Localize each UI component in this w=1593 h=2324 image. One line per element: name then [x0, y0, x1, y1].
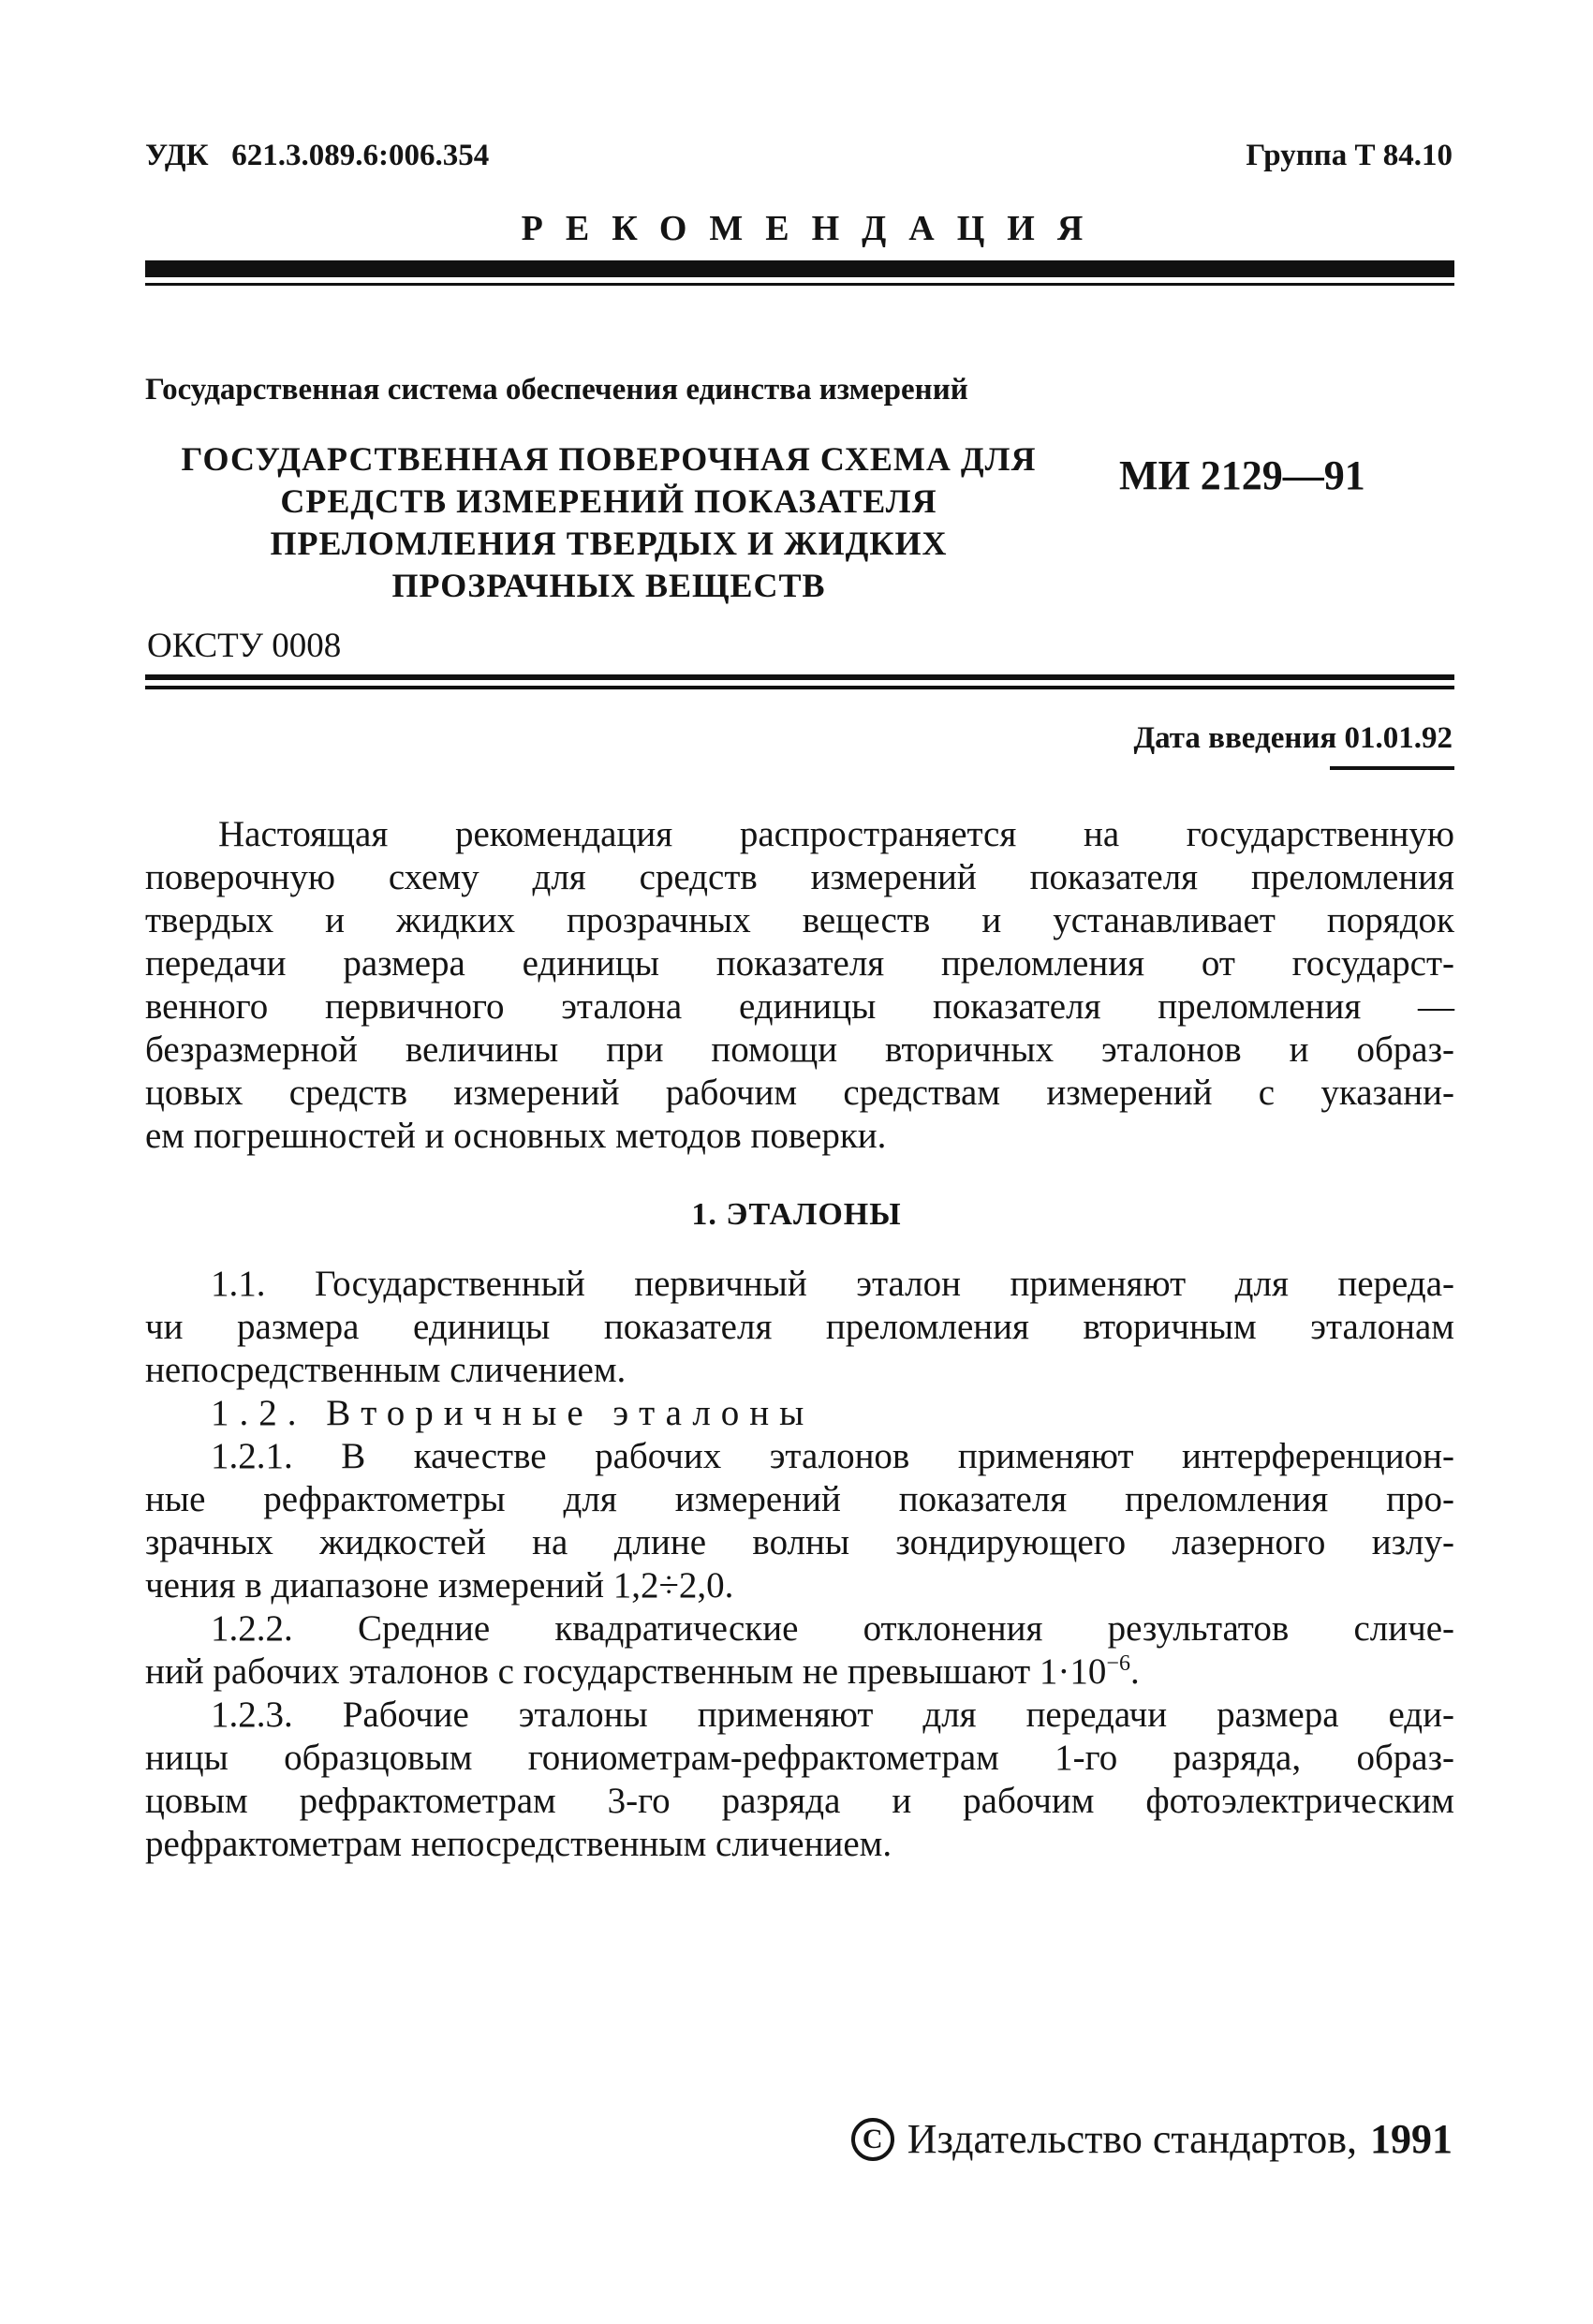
text-line: 1.1. Государственный первичный эталон применяют для переда-: [211, 1264, 1454, 1304]
header-rule-thick: [145, 260, 1454, 277]
text-line: зрачных жидкостей на длине волны зондирующего лазерного излу-: [145, 1522, 1454, 1562]
document-type-title: РЕКОМЕНДАЦИЯ: [521, 209, 1106, 248]
text-line: 1.2.1. В качестве рабочих эталонов применяют интерференцион-: [211, 1436, 1454, 1476]
document-code: МИ 2129—91: [1119, 452, 1365, 498]
text-line: цовых средств измерений рабочим средствам измерений с указани-: [145, 1073, 1454, 1113]
text-line: твердых и жидких прозрачных веществ и устанавливает порядок: [145, 900, 1454, 940]
text-line: Настоящая рекомендация распространяется на государственную: [218, 814, 1454, 854]
introduction-date: Дата введения 01.01.92: [1133, 721, 1453, 755]
heading-line: ПРЕЛОМЛЕНИЯ ТВЕРДЫХ И ЖИДКИХ: [270, 525, 948, 562]
system-title: Государственная система обеспечения единства измерений: [145, 373, 968, 407]
text-line: ные рефрактометры для измерений показателя преломления про-: [145, 1479, 1454, 1519]
text-line: поверочную схему для средств измерений показателя преломления: [145, 857, 1454, 897]
heading-line: СРЕДСТВ ИЗМЕРЕНИЙ ПОКАЗАТЕЛЯ: [280, 482, 937, 520]
heading-rule-thin: [145, 686, 1454, 689]
text-line: чи размера единицы показателя преломления вторичным эталонам: [145, 1307, 1454, 1347]
heading-line: ПРОЗРАЧНЫХ ВЕЩЕСТВ: [391, 567, 826, 604]
group-code: Группа Т 84.10: [1246, 139, 1453, 172]
text-line: ницы образцовым гониометрам-рефрактометрам 1-го разряда, образ-: [145, 1738, 1454, 1778]
text-line: рефрактометрам непосредственным сличением.: [145, 1824, 892, 1864]
text-line: непосредственным сличением.: [145, 1350, 627, 1390]
subsection-heading: 1.2. Вторичные эталоны: [211, 1393, 815, 1433]
text-line: передачи размера единицы показателя преломления от государст-: [145, 943, 1454, 984]
heading-line: ГОСУДАРСТВЕННАЯ ПОВЕРОЧНАЯ СХЕМА ДЛЯ: [181, 440, 1037, 478]
section-body: [145, 1263, 1454, 1866]
publisher-footer: [851, 2115, 1453, 2163]
text-line: безразмерной величины при помощи вторичных эталонов и образ-: [145, 1029, 1454, 1070]
text-line: ем погрешностей и основных методов поверки.: [145, 1116, 887, 1156]
text-line: цовым рефрактометрам 3-го разряда и рабочим фотоэлектрическим: [145, 1781, 1454, 1821]
heading-rule-thick: [145, 674, 1454, 680]
text-fragment: .: [1129, 1651, 1140, 1692]
text-line: [145, 1650, 1454, 1694]
publication-year: 1991: [1370, 2116, 1453, 2162]
intro-paragraph: [145, 813, 1454, 1158]
text-line: венного первичного эталона единицы показателя преломления —: [145, 986, 1454, 1027]
exponent: −6: [1106, 1651, 1130, 1676]
udk-code: УДК 621.3.089.6:006.354: [145, 139, 490, 172]
text-line: 1.2.2. Средние квадратические отклонения результатов сличе-: [211, 1608, 1454, 1649]
publisher-name: Издательство стандартов,: [907, 2116, 1357, 2162]
okstu-code: ОКСТУ 0008: [147, 627, 342, 665]
text-line: 1.2.3. Рабочие эталоны применяют для передачи размера еди-: [211, 1695, 1454, 1735]
header-rule-thin: [145, 283, 1454, 286]
section-heading-standards: 1. ЭТАЛОНЫ: [691, 1197, 902, 1232]
text-fragment: ний рабочих эталонов с государственным не превышают 1·10: [145, 1651, 1107, 1692]
date-underline: [1330, 766, 1454, 770]
text-line: чения в диапазоне измерений 1,2÷2,0.: [145, 1565, 734, 1606]
document-heading: [145, 438, 1072, 607]
copyright-icon: C: [851, 2118, 894, 2161]
